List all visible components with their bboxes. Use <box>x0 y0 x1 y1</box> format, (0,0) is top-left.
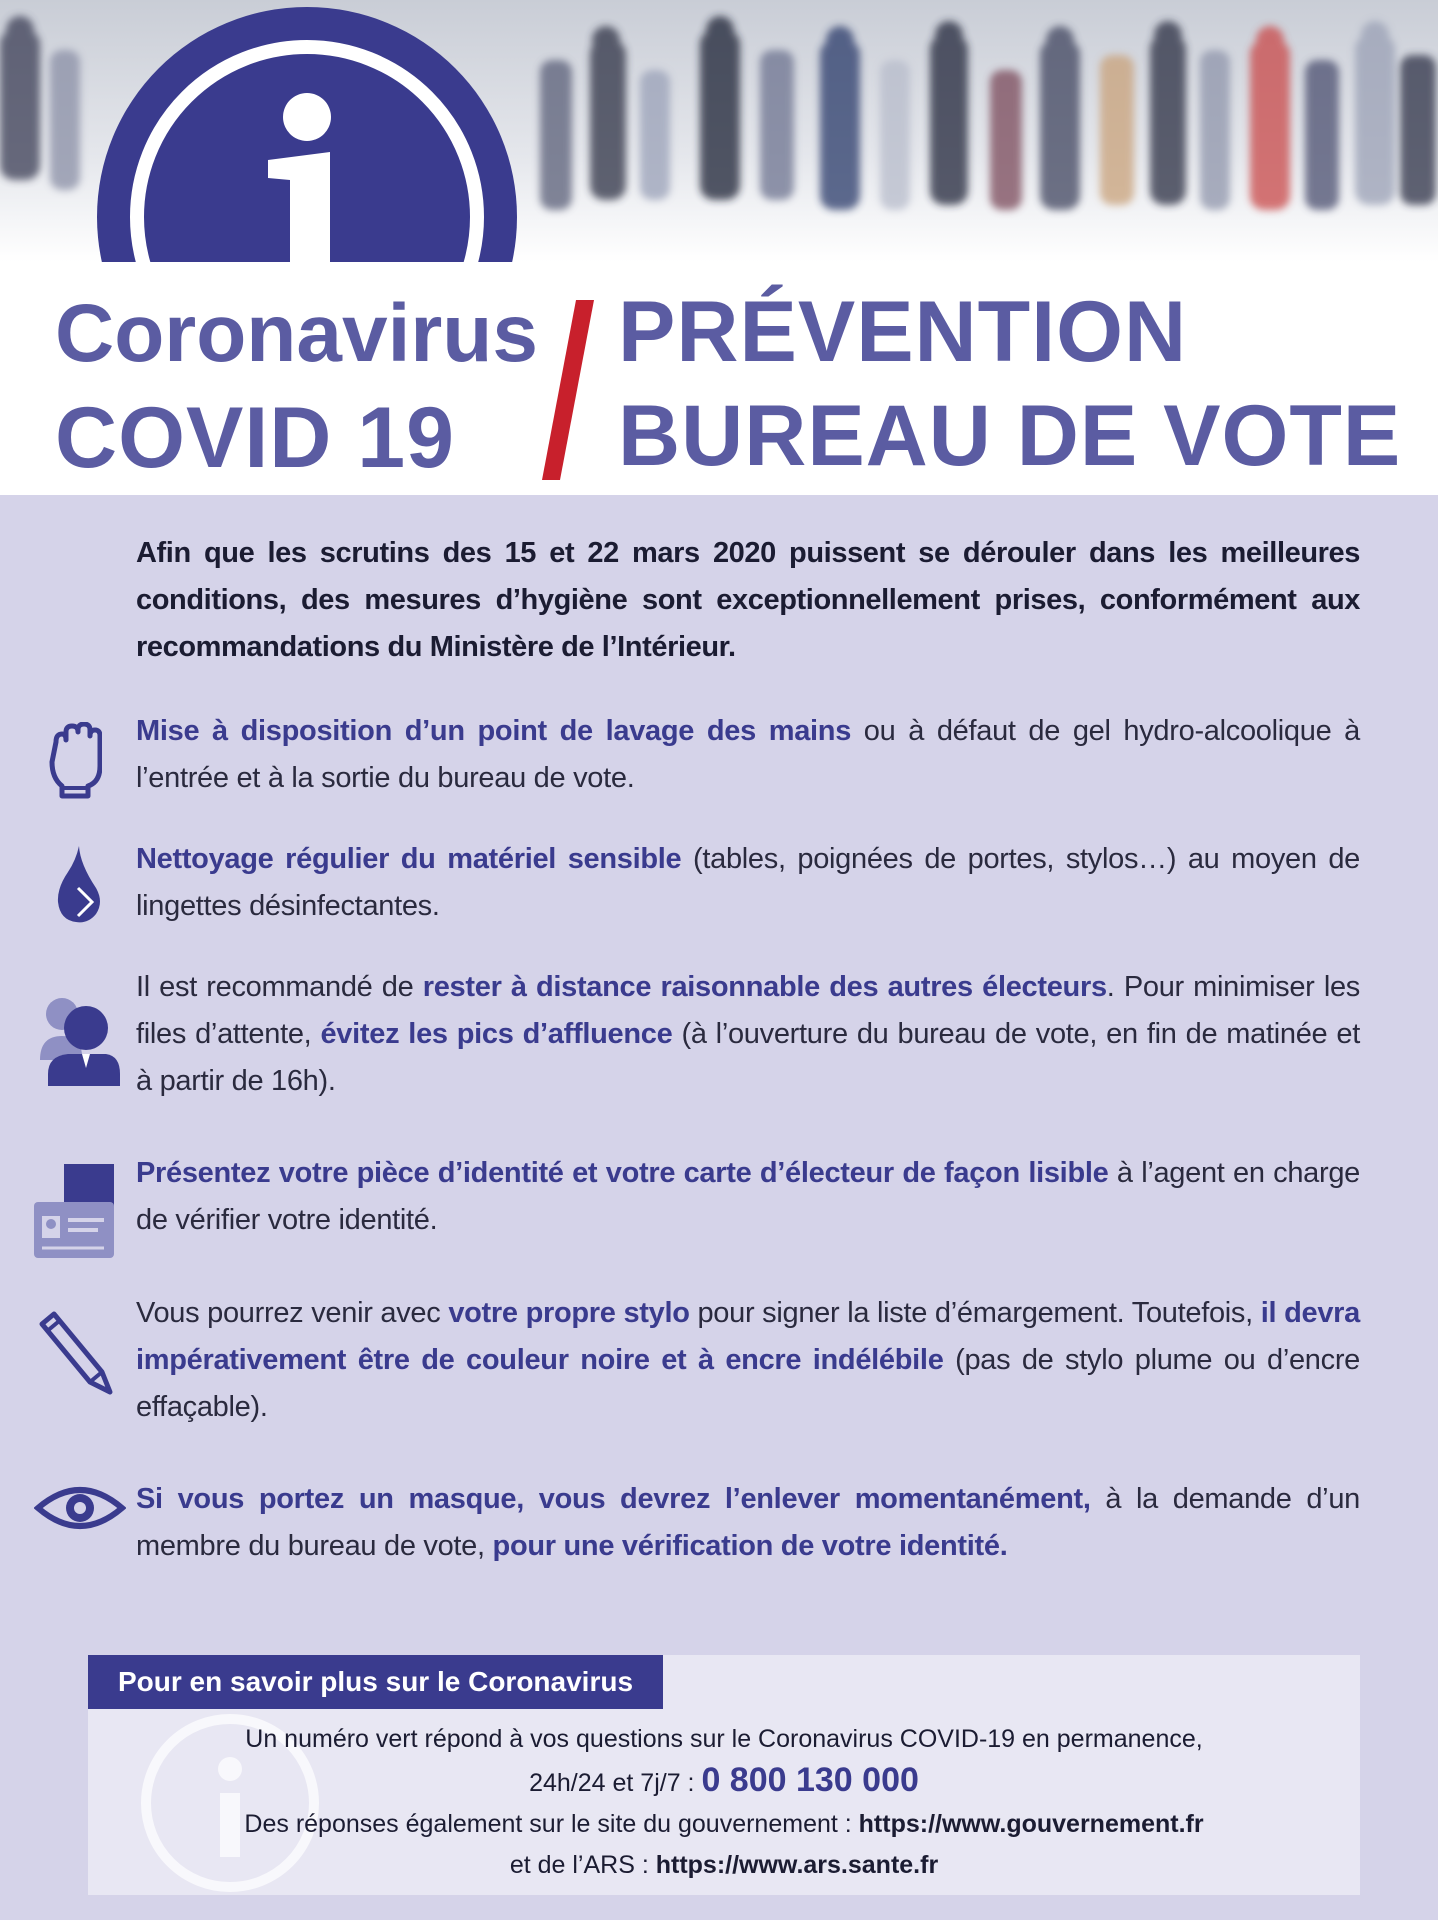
item-3-highlight-2: évitez les pics d’affluence <box>320 1018 673 1050</box>
title-left-line1: Coronavirus <box>55 288 538 379</box>
glove-icon <box>48 722 102 800</box>
item-1-highlight: Mise à disposition d’un point de lavage des mains <box>136 715 852 747</box>
item-3-text-start: Il est recommandé de <box>136 971 423 1003</box>
list-item-distance <box>136 964 1360 1105</box>
item-4-text: à l’agent en charge de vérifier votre identité. <box>136 1157 1360 1236</box>
more-info-box <box>88 1655 1360 1895</box>
list-item-mask <box>136 1476 1360 1570</box>
title-coronavirus <box>55 282 555 490</box>
more-info-tab: Pour en savoir plus sur le Coronavirus <box>88 1655 663 1709</box>
more-info-text <box>88 1719 1360 1886</box>
pencil-icon <box>36 1310 116 1396</box>
poster-header <box>0 0 1438 495</box>
info-line-2-prefix: 24h/24 et 7j/7 : <box>529 1769 702 1797</box>
id-card-icon <box>32 1160 118 1260</box>
red-slash-divider <box>538 300 598 480</box>
item-5-text-start: Vous pourrez venir avec <box>136 1297 449 1329</box>
item-5-text-middle: pour signer la liste d’émargement. Toutefois, <box>689 1297 1261 1329</box>
item-2-text: (tables, poignées de portes, stylos…) au moyen de lingettes désinfectantes. <box>136 843 1360 922</box>
info-line-1: Un numéro vert répond à vos questions sur le Coronavirus COVID-19 en permanence, <box>245 1725 1203 1753</box>
title-right-line2: BUREAU DE VOTE <box>618 388 1402 484</box>
intro-paragraph: Afin que les scrutins des 15 et 22 mars 2020 puissent se dérouler dans les meilleures conditions, des mesures d’hygiène sont exceptionnellement prises, conformément aux recommandations du Ministère de l’Intérieur. <box>136 537 1360 663</box>
item-6-text: à la demande d’un membre du bureau de vote, <box>136 1483 1360 1562</box>
item-5-highlight-1: votre propre stylo <box>448 1297 690 1329</box>
list-item-pen <box>136 1290 1360 1431</box>
item-4-highlight: Présentez votre pièce d’identité et votre carte d’électeur de façon lisible <box>136 1157 1109 1189</box>
item-1-text: ou à défaut de gel hydro-alcoolique à l’entrée et à la sortie du bureau de vote. <box>136 715 1360 794</box>
item-2-highlight: Nettoyage régulier du matériel sensible <box>136 843 682 875</box>
info-line-2 <box>88 1760 1360 1804</box>
item-3-text-middle: . Pour minimiser les files d’attente, <box>136 971 1360 1050</box>
item-3-text-end: (à l’ouverture du bureau de vote, en fin de matinée et à partir de 16h). <box>136 1018 1361 1097</box>
title-right-line1: PRÉVENTION <box>618 284 1188 380</box>
title-prevention <box>618 280 1418 488</box>
info-line-4 <box>88 1845 1360 1886</box>
item-6-highlight-1: Si vous portez un masque, vous devrez l’enlever momentanément, <box>136 1483 1091 1515</box>
hotline-number[interactable]: 0 800 130 000 <box>701 1761 919 1799</box>
ars-link[interactable]: https://www.ars.sante.fr <box>655 1851 939 1879</box>
item-3-highlight-1: rester à distance raisonnable des autres électeurs <box>422 971 1107 1003</box>
item-5-highlight-2: il devra impérativement être de couleur noire et à encre indélébile <box>136 1297 1360 1376</box>
list-item-cleaning <box>136 836 1360 930</box>
list-item-hand-washing <box>136 708 1360 802</box>
info-icon <box>90 0 524 262</box>
info-line-3-prefix: Des réponses également sur le site du gouvernement : <box>244 1810 859 1838</box>
item-5-text-end: (pas de stylo plume ou d’encre effaçable). <box>136 1344 1361 1423</box>
title-left-line2: COVID 19 <box>55 390 455 486</box>
list-item-identity <box>136 1150 1360 1244</box>
item-6-highlight-2: pour une vérification de votre identité. <box>492 1530 1008 1562</box>
people-icon <box>36 994 122 1086</box>
info-line-3 <box>88 1804 1360 1845</box>
gouvernement-link[interactable]: https://www.gouvernement.fr <box>858 1810 1204 1838</box>
drop-icon <box>54 844 104 924</box>
eye-icon <box>34 1484 126 1532</box>
info-line-4-prefix: et de l’ARS : <box>509 1851 656 1879</box>
